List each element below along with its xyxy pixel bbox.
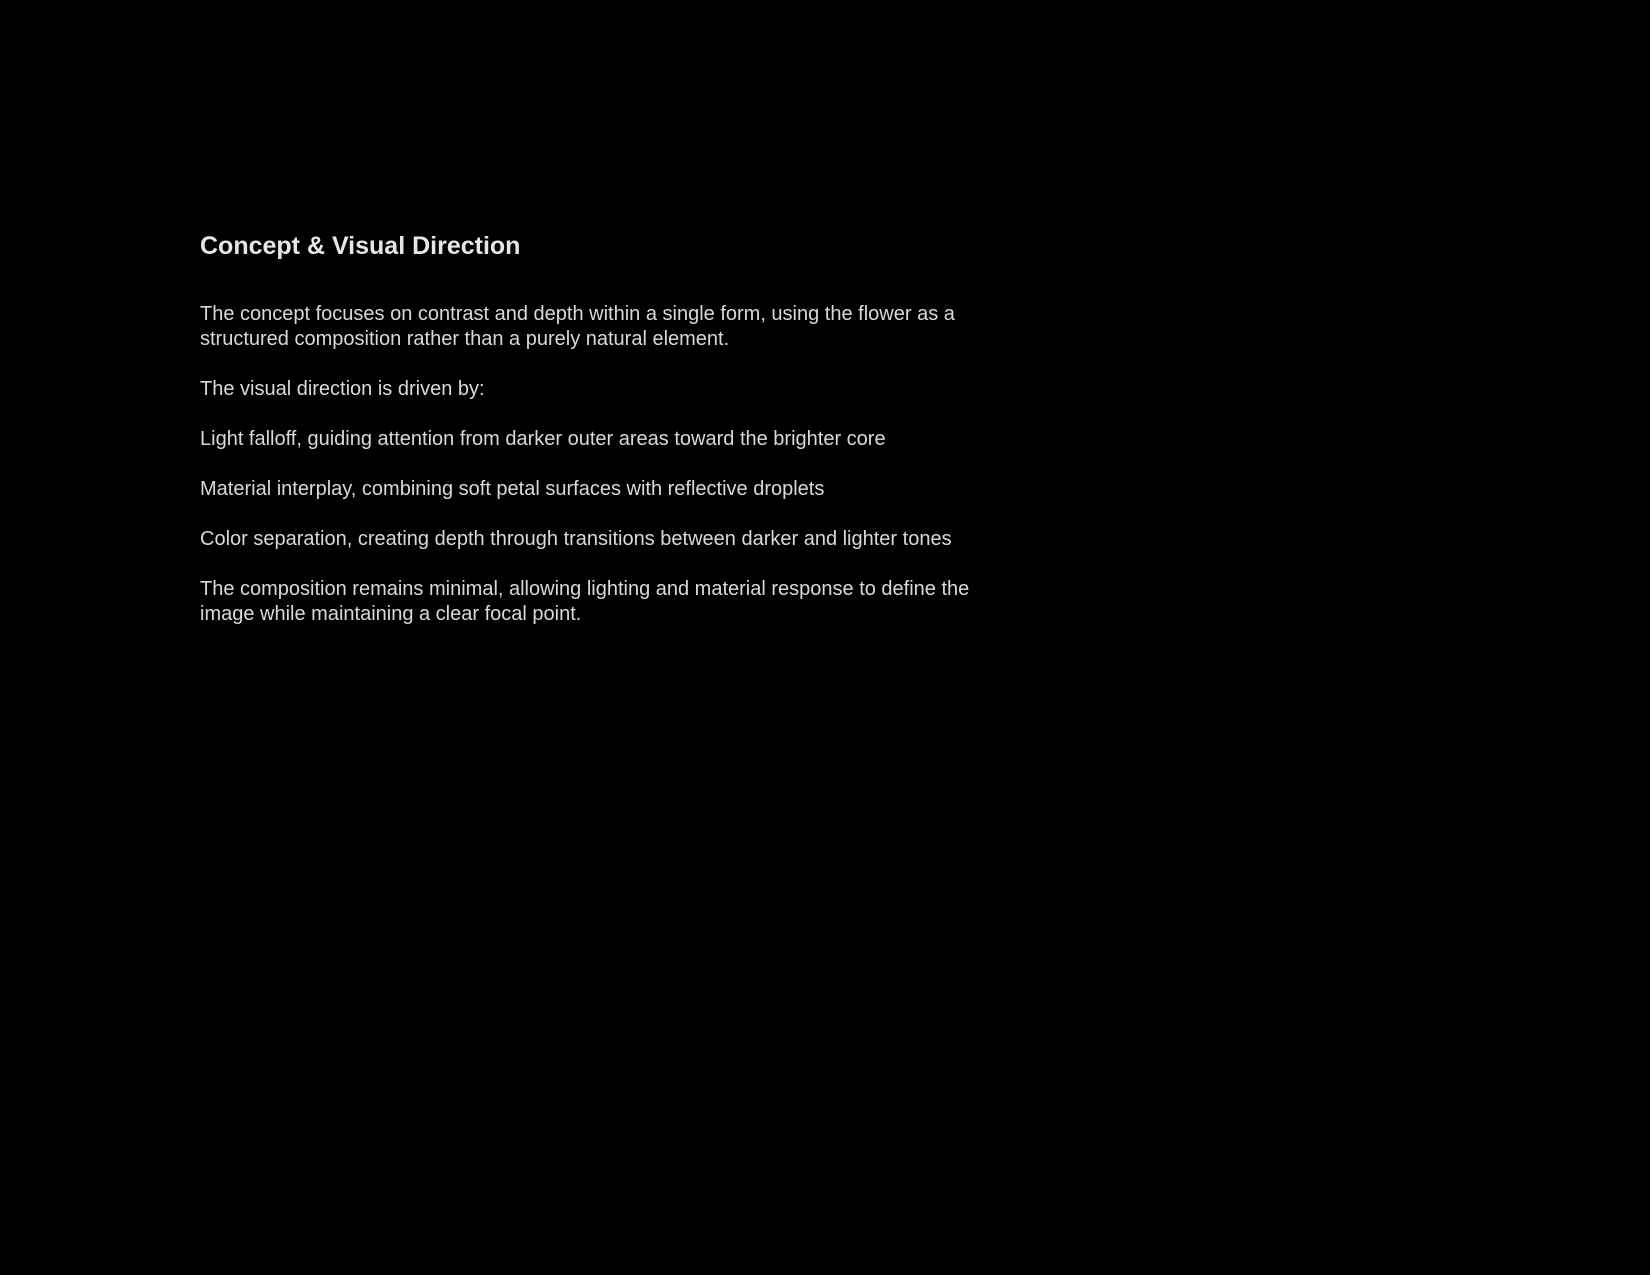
direction-point: Light falloff, guiding attention from darker outer areas toward the brighter core (200, 428, 886, 450)
lead-in-paragraph: The visual direction is driven by: (200, 378, 485, 400)
closing-paragraph: The composition remains minimal, allowing lighting and material response to define the image while maintaining a clear focal point. (200, 578, 970, 625)
intro-paragraph: The concept focuses on contrast and depth within a single form, using the flower as a structured composition rather than a purely natural element. (200, 303, 955, 350)
direction-point: Color separation, creating depth through transitions between darker and lighter tones (200, 528, 952, 550)
direction-points-list (200, 427, 1020, 552)
content-block (200, 228, 1020, 652)
page-title: Concept & Visual Direction (200, 232, 521, 260)
direction-point: Material interplay, combining soft petal surfaces with reflective droplets (200, 478, 825, 500)
